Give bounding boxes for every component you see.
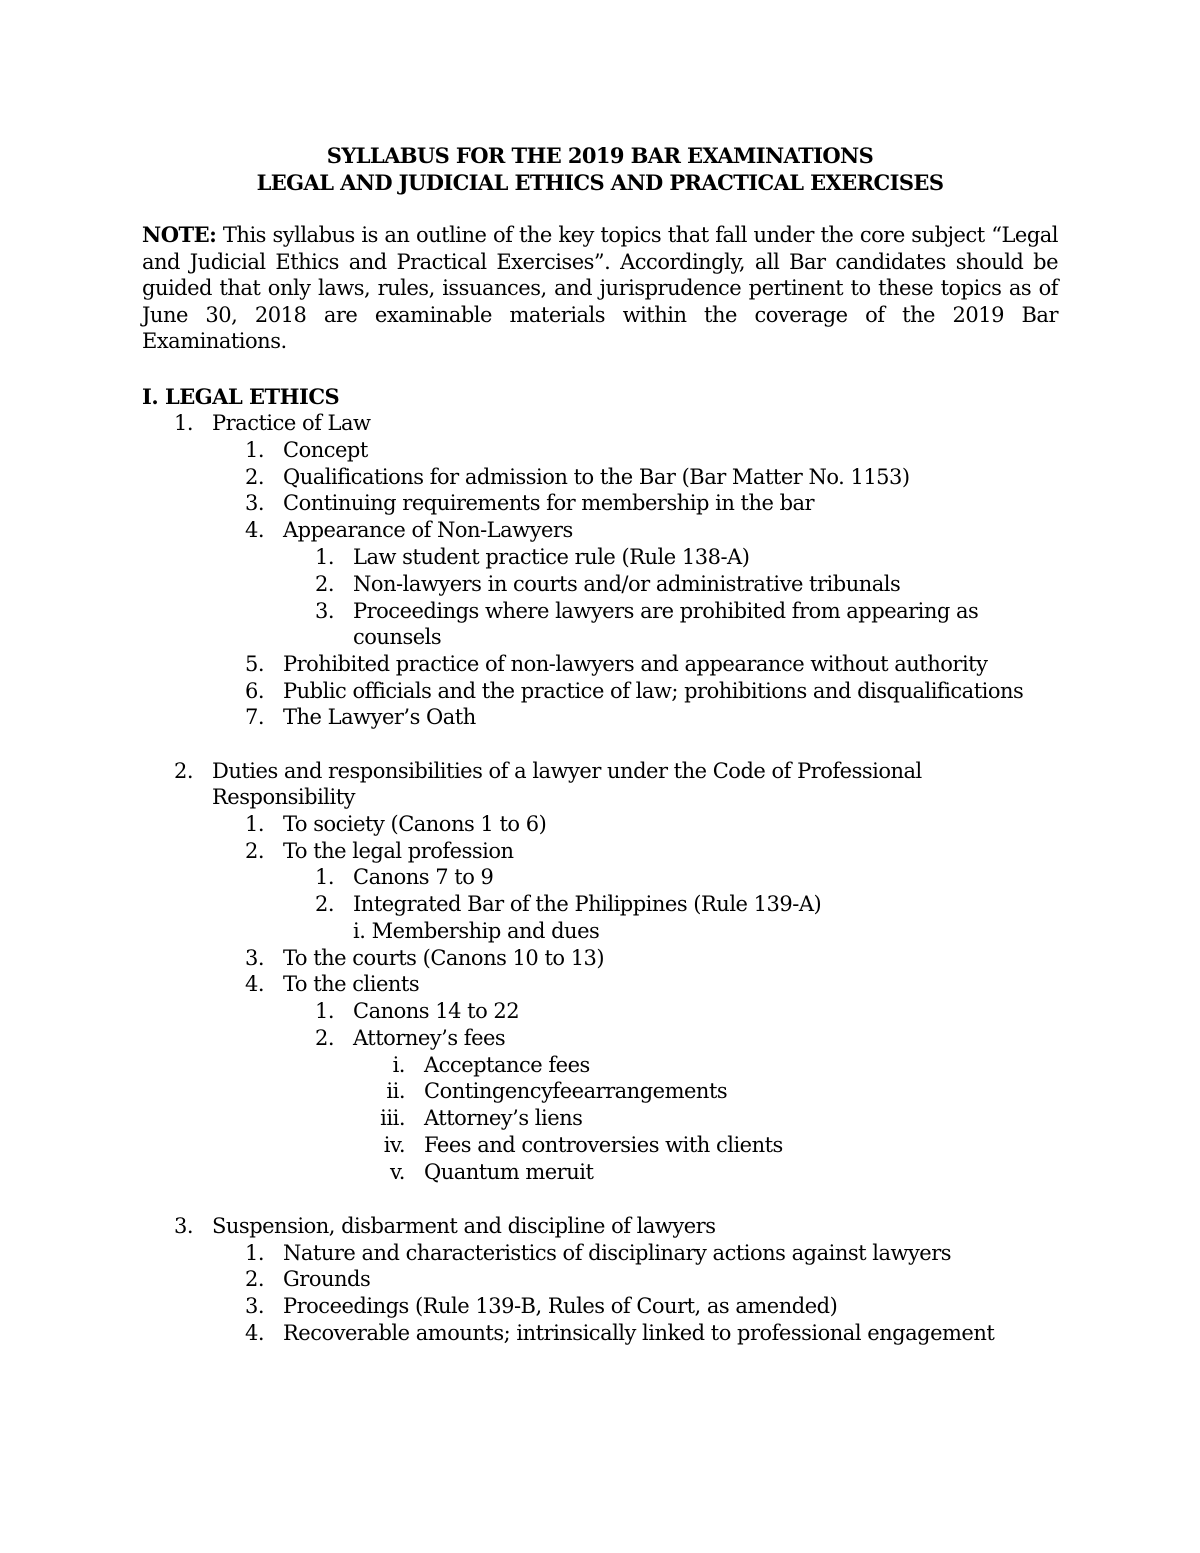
outline-item-text: i. Membership and dues [353, 919, 600, 943]
outline-item-text: Qualifications for admission to the Bar (Bar Matter No. 1153) [283, 465, 910, 489]
outline-item-number: 2. [314, 892, 334, 916]
outline-item-number: 1. [244, 812, 264, 836]
outline-item-number: 3. [244, 946, 264, 970]
outline-item [0, 1052, 1200, 1079]
outline-item-text: Duties and responsibilities of a lawyer under the Code of Professional [212, 759, 922, 783]
outline-item-number: iii. [380, 1106, 405, 1130]
outline-item-number: 4. [244, 972, 264, 996]
outline-item [0, 1213, 1200, 1240]
outline-item-text: The Lawyer’s Oath [283, 705, 476, 729]
outline-item-number: 2. [314, 572, 334, 596]
outline-item [0, 1132, 1200, 1159]
outline-item [0, 437, 1200, 464]
outline-item [0, 571, 1200, 598]
outline-item-text: Public officials and the practice of law; prohibitions and disqualifications [283, 679, 1024, 703]
outline-item [0, 544, 1200, 571]
outline-item [0, 704, 1200, 731]
outline-item [0, 490, 1200, 517]
outline-item-text: Canons 14 to 22 [353, 999, 520, 1023]
outline-item-text: Non-lawyers in courts and/or administrative tribunals [353, 572, 901, 596]
outline-item-number: 3. [314, 599, 334, 623]
outline-item-text: Proceedings (Rule 139-B, Rules of Court, as amended) [283, 1294, 838, 1318]
outline-item [0, 1293, 1200, 1320]
outline-item-text: Grounds [283, 1267, 371, 1291]
outline-item [0, 678, 1200, 705]
outline-item [0, 811, 1200, 838]
outline-item-number: 7. [244, 705, 264, 729]
document-subtitle: LEGAL AND JUDICIAL ETHICS AND PRACTICAL EXERCISES [256, 170, 944, 195]
outline-item-number: ii. [386, 1079, 405, 1103]
outline-item-number: 1. [173, 411, 193, 435]
outline-item-text: Acceptance fees [424, 1053, 590, 1077]
outline-item-text: Appearance of Non-Lawyers [283, 518, 573, 542]
outline-item-text: Practice of Law [212, 411, 371, 435]
document-title: SYLLABUS FOR THE 2019 BAR EXAMINATIONS [326, 143, 874, 168]
outline-item [0, 891, 1200, 918]
outline-item-number: 1. [244, 1241, 264, 1265]
outline-item-text: Fees and controversies with clients [424, 1133, 783, 1157]
outline-item-text: To the clients [283, 972, 420, 996]
outline-item [0, 1266, 1200, 1293]
outline-item-number: 3. [244, 1294, 264, 1318]
outline-item-text: Attorney’s fees [353, 1026, 506, 1050]
outline-item-text: Integrated Bar of the Philippines (Rule 139-A) [353, 892, 822, 916]
outline-item-text: Continuing requirements for membership in the bar [283, 491, 815, 515]
outline-item-number: v. [389, 1160, 405, 1184]
outline-item-number: 2. [244, 465, 264, 489]
outline-item [0, 838, 1200, 865]
outline-item-text: Canons 7 to 9 [353, 865, 494, 889]
note-label: NOTE: [142, 222, 217, 247]
outline-item-number: 3. [244, 491, 264, 515]
outline-item-number: 2. [244, 839, 264, 863]
outline-item [0, 464, 1200, 491]
outline-item [0, 651, 1200, 678]
outline-item-number: 1. [314, 999, 334, 1023]
outline-item-number: 2. [244, 1267, 264, 1291]
outline-item [0, 864, 1200, 891]
outline-item [0, 1159, 1200, 1186]
outline-item-text: Concept [283, 438, 368, 462]
outline-item [0, 1320, 1200, 1347]
outline-item-number: 1. [314, 545, 334, 569]
outline-item-number: 1. [314, 865, 334, 889]
outline-item-number: 4. [244, 1321, 264, 1345]
outline-item-text: Recoverable amounts; intrinsically linked to professional engagement [283, 1321, 995, 1345]
outline-item [0, 1240, 1200, 1267]
outline-item-number: i. [392, 1053, 405, 1077]
outline-item-number: 4. [244, 518, 264, 542]
outline-item-text: Contingencyfeearrangements [424, 1079, 728, 1103]
outline-item-text: Nature and characteristics of disciplinary actions against lawyers [283, 1241, 952, 1265]
outline-item [0, 624, 1200, 651]
outline-item [0, 971, 1200, 998]
outline-item [0, 1025, 1200, 1052]
outline-item-text: Prohibited practice of non-lawyers and appearance without authority [283, 652, 988, 676]
outline-item [0, 410, 1200, 437]
note-text: This syllabus is an outline of the key topics that fall under the core subject “Legal and Judicial Ethics and Practical Exercises”. Accordingly, all Bar candidates should be guided that only laws, rules, issuances, and jurisprudence pertinent to these topics as of June 30, 2018 are examinable materials within the coverage of the 2019 Bar Examinations. [142, 223, 1058, 354]
outline-item-text: To the legal profession [283, 839, 514, 863]
outline-item-number: 1. [244, 438, 264, 462]
outline-item-text: counsels [353, 625, 442, 649]
outline-item-number: iv. [383, 1133, 405, 1157]
outline-item [0, 784, 1200, 811]
outline-item-text: Proceedings where lawyers are prohibited from appearing as [353, 599, 979, 623]
outline-item [0, 918, 1200, 945]
outline-item-text: Quantum meruit [424, 1160, 594, 1184]
outline-item [0, 598, 1200, 625]
outline-item [0, 998, 1200, 1025]
outline-item [0, 517, 1200, 544]
outline-item [0, 1105, 1200, 1132]
outline-item [0, 945, 1200, 972]
outline-item [0, 1078, 1200, 1105]
outline-item-number: 3. [173, 1214, 193, 1238]
outline-item-text: Law student practice rule (Rule 138-A) [353, 545, 750, 569]
outline-item-text: To society (Canons 1 to 6) [283, 812, 547, 836]
outline-item-text: Suspension, disbarment and discipline of lawyers [212, 1214, 716, 1238]
outline-item-number: 6. [244, 679, 264, 703]
outline-item-text: Attorney’s liens [424, 1106, 583, 1130]
outline-item-text: To the courts (Canons 10 to 13) [283, 946, 605, 970]
outline-item-text: Responsibility [212, 785, 356, 809]
outline-item-number: 2. [173, 759, 193, 783]
outline-item-number: 5. [244, 652, 264, 676]
outline-item-number: 2. [314, 1026, 334, 1050]
outline-item [0, 758, 1200, 785]
note-paragraph [142, 222, 1058, 355]
section-heading: I. LEGAL ETHICS [142, 384, 340, 409]
